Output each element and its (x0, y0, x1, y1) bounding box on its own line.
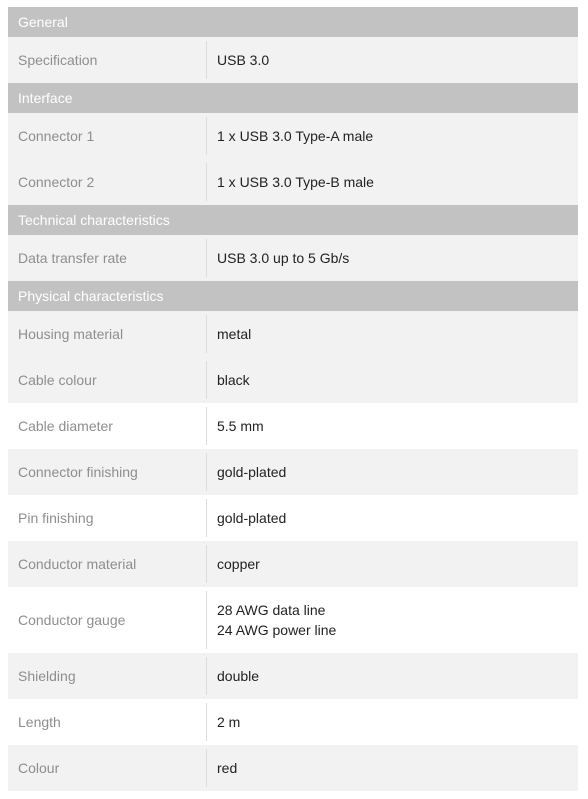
spec-label: Shielding (8, 653, 207, 699)
spec-label: Conductor gauge (8, 587, 207, 653)
section-header-interface: Interface (8, 83, 578, 113)
spec-label: Connector 2 (8, 159, 207, 205)
spec-row-pin-finishing (8, 495, 578, 541)
spec-label: Colour (8, 745, 207, 791)
spec-value: double (217, 668, 260, 684)
spec-value: red (217, 760, 238, 776)
spec-value: USB 3.0 (217, 52, 270, 68)
section-header-general: General (8, 7, 578, 37)
spec-row-shielding (8, 653, 578, 699)
spec-label: Data transfer rate (8, 235, 207, 281)
spec-label: Cable colour (8, 357, 207, 403)
spec-row-cable-colour (8, 357, 578, 403)
specification-table (8, 7, 578, 791)
spec-value: 1 x USB 3.0 Type-B male (217, 174, 374, 190)
spec-value: 2 m (217, 714, 241, 730)
spec-label: Pin finishing (8, 495, 207, 541)
spec-row-connector-finishing (8, 449, 578, 495)
spec-row-conductor-gauge (8, 587, 578, 653)
spec-row-housing-material (8, 311, 578, 357)
spec-value: gold-plated (217, 510, 287, 526)
section-header-physical-characteristics: Physical characteristics (8, 281, 578, 311)
spec-row-specification (8, 37, 578, 83)
section-header-technical-characteristics: Technical characteristics (8, 205, 578, 235)
spec-label: Specification (8, 37, 207, 83)
spec-label: Conductor material (8, 541, 207, 587)
spec-row-cable-diameter (8, 403, 578, 449)
spec-value: metal (217, 326, 252, 342)
spec-row-connector-2 (8, 159, 578, 205)
spec-value: copper (217, 556, 260, 572)
spec-row-length (8, 699, 578, 745)
spec-label: Cable diameter (8, 403, 207, 449)
spec-label: Housing material (8, 311, 207, 357)
spec-value (207, 587, 578, 653)
spec-value-line: 28 AWG data line (217, 602, 326, 618)
spec-label: Connector 1 (8, 113, 207, 159)
spec-label: Length (8, 699, 207, 745)
spec-value: USB 3.0 up to 5 Gb/s (217, 250, 350, 266)
spec-label: Connector finishing (8, 449, 207, 495)
spec-row-conductor-material (8, 541, 578, 587)
spec-row-colour (8, 745, 578, 791)
spec-value: 5.5 mm (217, 418, 264, 434)
spec-row-connector-1 (8, 113, 578, 159)
spec-value: black (217, 372, 250, 388)
spec-value: 1 x USB 3.0 Type-A male (217, 128, 374, 144)
spec-row-data-transfer-rate (8, 235, 578, 281)
spec-value-line: 24 AWG power line (217, 622, 337, 638)
spec-value: gold-plated (217, 464, 287, 480)
